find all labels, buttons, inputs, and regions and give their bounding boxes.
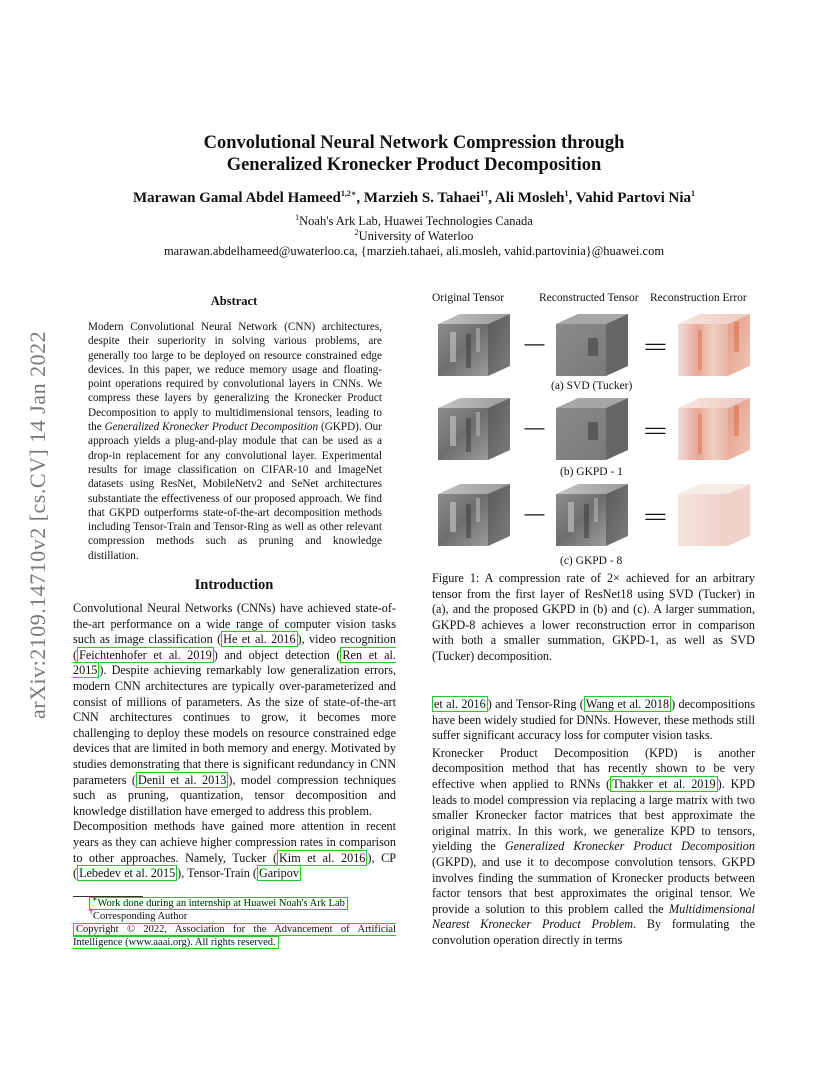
equals-operator-c: = [642,497,669,535]
equals-operator-b: = [642,411,669,449]
title-line-2: Generalized Kronecker Product Decomposition [226,155,602,175]
abstract-text-2: (GKPD). Our approach yields a plug-and-play module that can be used as a drop-in replacement for any convolutional layer. Experimental results for image classification on CIFAR-10 and ImageNet datasets using ResNet, MobileNetv2 and SeNet architectures substantiate the effectiveness of our proposed approach. We find that GKPD outperforms state-of-the-art decomposition methods including Tensor-Train and Tensor-Ring as well as other relevant compression methods such as pruning and knowledge distillation. [88,421,382,562]
text-run: ). Despite achieving remarkably low generalization errors, modern CNN architectures are typically over-parameterized and consist of millions of parameters. As the size of state-of-the-art CNN architectures continues to grow, it becomes more challenging to deploy these models on resource constrained edge devices that are limited in both memory and energy. Motivated by studies demonstrating that there is significant redundancy in CNN parameters ( [73,663,396,787]
copyright-text[interactable]: Copyright © 2022, Association for the Advancement of Artificial Intelligence (www.aaai.org). All rights reserved. [73,924,396,948]
intro-heading: Introduction [194,577,274,593]
text-run: ) and object detection ( [213,647,341,662]
author-4-sup: 1 [691,189,695,198]
emphasis-text: Multidimensional Nearest Kronecker Product Problem [432,901,755,932]
footnote-1 [73,894,396,910]
citation-link[interactable]: Thakker et al. 2019 [612,776,716,791]
author-list: Marawan Gamal Abdel Hameed$^{1,2∗}$, Marzieh S. Tahaei$^{1\dagger}$, Ali Mosleh$^1$, Vahid Partovi Nia$^1$ [132,189,695,206]
text-run: Kronecker Product Decomposition (KPD) is another decomposition method that has recently shown to be very effective when applied to RNNs ( [432,745,755,791]
error-tensor-a [678,314,750,376]
text-run: Decomposition methods have gained more attention in recent years as they can achieve higher compression rates in comparison to other approaches. Namely, Tucker ( [73,819,396,865]
footnote-2-text: Corresponding Author [93,911,188,922]
figure-1-graphic [428,306,758,566]
figure-col-reconstructed: Reconstructed Tensor [539,292,639,304]
citation-link[interactable]: Lebedev et al. 2015 [79,866,176,881]
affiliations [0,214,828,259]
row-label-c: (c) GKPD - 8 [560,555,623,567]
original-tensor-a [438,314,510,376]
author-1: Marawan Gamal Abdel Hameed [132,190,341,206]
affiliation-1-sup: 1 [295,212,300,222]
minus-operator-b: − [521,409,548,447]
footnote-1-box[interactable] [89,894,348,910]
citation-link[interactable]: Feichtenhofer et al. 2019 [79,647,212,662]
arxiv-stamp: arXiv:2109.14710v2 [cs.CV] 14 Jan 2022 [25,330,50,720]
affiliation-1-text: Noah's Ark Lab, Huawei Technologies Canada [299,214,533,228]
right-paragraph-1 [432,697,755,744]
text-run: ). KPD leads to model compression via replacing a large matrix with two smaller Kronecker factor matrices that best approximate the original matrix. In this work, we generalize KPD to tensors, yielding the [432,776,755,854]
author-3: Ali Mosleh [494,190,565,206]
text-run: ) and Tensor-Ring ( [487,697,584,711]
citation-link[interactable]: Wang et al. 2018 [585,697,670,711]
paper-title [0,132,828,176]
text-run: ), video recognition ( [73,632,396,662]
abstract-heading: Abstract [210,294,258,308]
citation-link[interactable]: et al. 2016 [434,697,486,711]
minus-operator-c: − [521,495,548,533]
footnote-1-text: Work done during an internship at Huawei Noah's Ark Lab [97,898,345,909]
reconstructed-tensor-c [556,484,628,546]
text-run: ), Tensor-Train ( [177,866,257,881]
reconstructed-tensor-b [556,398,628,460]
intro-body [73,601,396,882]
figure-col-error: Reconstruction Error [650,292,747,304]
author-2: Marzieh S. Tahaei [363,190,481,206]
abstract-text-1: Modern Convolutional Neural Network (CNN) architectures, despite their superiority in solving various problems, are generally too large to be deployed on resource constrained edge devices. In this paper, we reduce memory usage and floating-point operations required by convolutional layers in CNNs. We compress these layers by generalizing the Kronecker Product Decomposition to apply to multidimensional tensors, leading to the [88,321,382,434]
affiliation-2-text: University of Waterloo [358,229,474,243]
text-run: ), CP ( [73,850,396,881]
error-tensor-b [678,398,750,460]
text-run: Convolutional Neural Networks (CNNs) have achieved state-of-the-art performance on a wide range of computer vision tasks such as image classification ( [73,601,396,647]
author-emails: marawan.abdelhameed@uwaterloo.ca, {marzieh.tahaei, ali.mosleh, vahid.partovinia}@huawei.com [163,244,665,258]
author-4: Vahid Partovi Nia [575,190,691,206]
author-3-sup: 1 [564,189,569,198]
citation-link[interactable]: Ren et al. 2015 [73,647,396,678]
figure-col-original: Original Tensor [432,292,505,304]
equals-operator-a: = [642,327,669,365]
abstract-body [88,320,382,563]
right-column-body [432,697,755,949]
copyright-notice [73,923,396,949]
emphasis-text: Generalized Kronecker Product Decomposition [504,839,755,854]
footnote-1-sup: ∗ [92,894,98,904]
figure-caption: Figure 1: A compression rate of 2× achieved for an arbitrary tensor from the first layer of ResNet18 using SVD (Tucker) in (a), and the proposed GKPD in (b) and (c). A larger summation, GKPD-8 achieves a lower reconstruction error in comparison with both a smaller summation, GKPD-1, as well as SVD (Tucker) decomposition. [432,571,755,663]
affiliation-2 [0,229,828,244]
right-paragraph-2 [432,746,755,949]
text-run: . By formulating the convolution operation directly in terms [432,917,756,947]
original-tensor-c [438,484,510,546]
text-run: ), model compression techniques such as pruning, quantization, tensor decomposition and knowledge distillation have emerged to address this problem. [73,772,397,818]
minus-operator-a: − [521,325,548,363]
title-line-1: Convolutional Neural Network Compression through [203,133,625,153]
citation-link[interactable]: He et al. 2016 [223,632,296,647]
citation-link[interactable]: Kim et al. 2016 [279,850,366,865]
intro-paragraph-1 [73,601,396,819]
reconstructed-tensor-a [556,314,628,376]
author-2-sup: 1† [480,189,489,198]
text-run: ) decompositions have been widely studied for DNNs. However, these methods still suffer significant accuracy loss for computer vision tasks. [432,697,756,743]
affiliation-2-sup: 2 [354,227,359,237]
intro-paragraph-2 [73,819,396,881]
citation-link[interactable]: Garipov [258,866,299,881]
row-label-a: (a) SVD (Tucker) [551,380,633,392]
error-tensor-c [678,484,750,546]
affiliation-1 [0,214,828,229]
author-1-sup: 1,2∗ [340,189,357,198]
abstract-emphasis: Generalized Kronecker Product Decomposition [104,421,319,434]
original-tensor-b [438,398,510,460]
citation-link[interactable]: Denil et al. 2013 [137,772,227,787]
footnotes [73,894,396,949]
text-run: (GKPD), and use it to decompose convolution tensors. GKPD involves finding the summation of Kronecker products between factor tensors that best approximates the original tensor. We provide a solution to this problem called the [432,854,755,916]
footnote-2 [73,907,396,923]
row-label-b: (b) GKPD - 1 [560,466,623,478]
footnote-2-sup: † [89,907,93,917]
